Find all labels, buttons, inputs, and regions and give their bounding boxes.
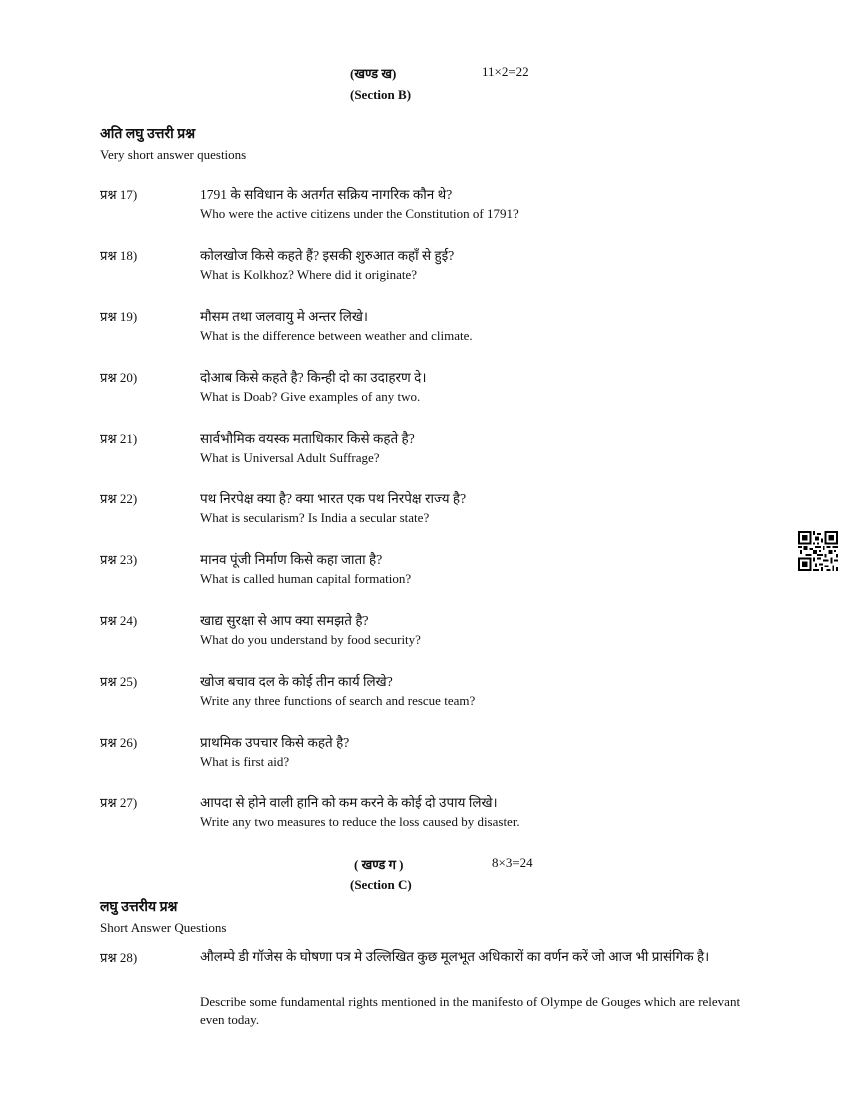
section-c-title-hindi: ( खण्ड ग ) (354, 857, 404, 872)
question-text-hindi: 1791 के सविधान के अतर्गत सक्रिय नागरिक कौन थे? (200, 187, 453, 202)
qr-code-graphic (798, 531, 838, 571)
question-number: प्रश्न 23) (100, 552, 138, 567)
question-text-hindi: खोज बचाव दल के कोई तीन कार्य लिखे? (200, 674, 393, 689)
question-text-english: What is called human capital formation? (200, 571, 412, 586)
question-text-hindi: औलम्पे डी गॉजेस के घोषणा पत्र मे उल्लिखित कुछ मूलभूत अधिकारों का वर्णन करें जो आज भी प्रासंगिक है। (200, 949, 710, 964)
qr-code-icon (798, 531, 838, 571)
section-c-marks: 8×3=24 (492, 855, 533, 870)
question-number: प्रश्न 22) (100, 491, 138, 506)
section-b-title-hindi: (खण्ड ख) (350, 66, 397, 81)
question-number: प्रश्न 24) (100, 613, 138, 628)
question-text-english: What is the difference between weather and climate. (200, 328, 473, 343)
question-text-english: What do you understand by food security? (200, 632, 421, 647)
question-number: प्रश्न 25) (100, 674, 138, 689)
question-text-hindi: मौसम तथा जलवायु मे अन्तर लिखे। (200, 309, 369, 324)
question-number: प्रश्न 26) (100, 735, 138, 750)
question-text-hindi: दोआब किसे कहते है? किन्ही दो का उदाहरण दे। (200, 370, 427, 385)
section-b-heading-english: Very short answer questions (100, 147, 247, 162)
question-number: प्रश्न 18) (100, 248, 138, 263)
question-number: प्रश्न 20) (100, 370, 138, 385)
question-text-hindi: मानव पूंजी निर्माण किसे कहा जाता है? (200, 552, 383, 567)
question-number: प्रश्न 19) (100, 309, 138, 324)
section-c-heading-hindi: लघु उत्तरीय प्रश्न (100, 900, 178, 915)
question-text-hindi: पथ निरपेक्ष क्या है? क्या भारत एक पथ निरपेक्ष राज्य है? (200, 491, 467, 506)
question-text-hindi: आपदा से होने वाली हानि को कम करने के कोई दो उपाय लिखे। (200, 795, 498, 810)
question-text-hindi: प्राथमिक उपचार किसे कहते है? (200, 735, 350, 750)
question-number: प्रश्न 28) (100, 950, 138, 965)
question-text-english: Who were the active citizens under the Constitution of 1791? (200, 206, 519, 221)
question-text-english: Describe some fundamental rights mentioned in the manifesto of Olympe de Gouges which are relevant even today. (200, 994, 741, 1027)
section-c-heading-english: Short Answer Questions (100, 920, 227, 935)
question-text-english: Write any three functions of search and rescue team? (200, 693, 476, 708)
section-c-title-english: (Section C) (350, 877, 412, 892)
question-text-hindi: कोलखोज किसे कहते हैं? इसकी शुरुआत कहाँ से हुई? (200, 248, 455, 263)
question-text-hindi: सार्वभौमिक वयस्क मताधिकार किसे कहते है? (200, 431, 415, 446)
question-text-english: What is first aid? (200, 754, 290, 769)
question-number: प्रश्न 21) (100, 431, 138, 446)
question-text-english: What is secularism? Is India a secular state? (200, 510, 430, 525)
question-text-english: What is Doab? Give examples of any two. (200, 389, 421, 404)
question-text-english: What is Kolkhoz? Where did it originate? (200, 267, 418, 282)
question-number: प्रश्न 27) (100, 795, 138, 810)
section-b-title-english: (Section B) (350, 87, 412, 102)
question-text-english: Write any two measures to reduce the loss caused by disaster. (200, 814, 520, 829)
question-text-english: What is Universal Adult Suffrage? (200, 450, 380, 465)
question-number: प्रश्न 17) (100, 187, 138, 202)
section-b-marks: 11×2=22 (482, 64, 529, 79)
section-b-heading-hindi: अति लघु उत्तरी प्रश्न (100, 127, 196, 142)
question-text-hindi: खाद्य सुरक्षा से आप क्या समझते है? (200, 613, 369, 628)
